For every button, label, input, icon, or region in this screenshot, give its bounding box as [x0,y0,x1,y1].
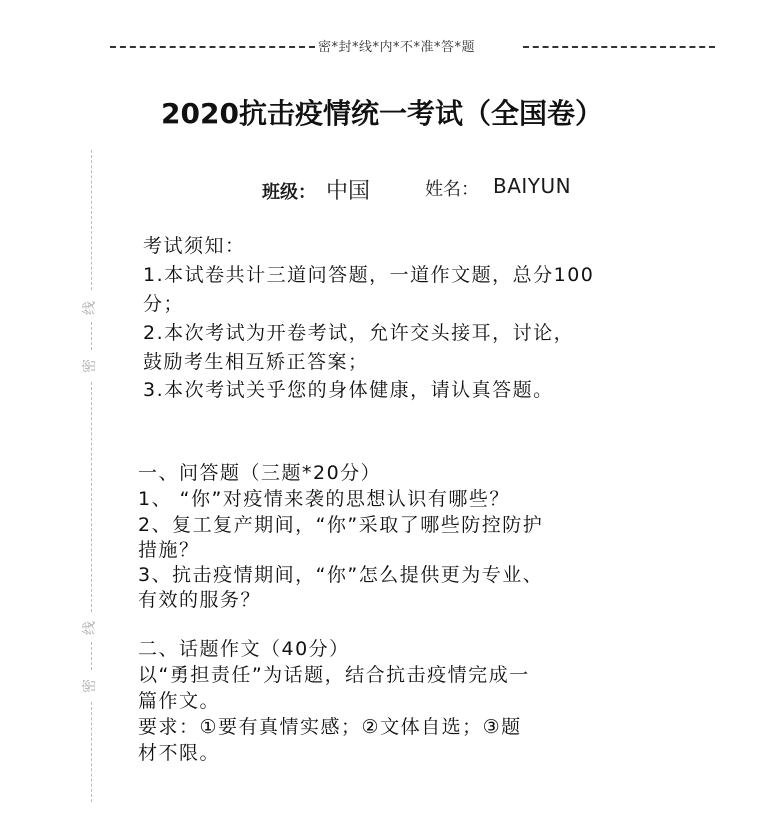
side-seal-char: 线 [82,301,98,315]
essay-line: 要求：①要有真情实感；②文体自选；③题 [138,716,522,738]
side-seal-dash [91,702,92,802]
side-seal-char: 密 [82,359,98,373]
question-line: 1、 “你”对疫情来袭的思想认识有哪些？ [138,488,510,510]
notice-heading: 考试须知： [143,235,246,257]
question-line: 措施？ [138,539,200,561]
question-line: 3、抗击疫情期间，“你”怎么提供更为专业、 [138,564,544,586]
essay-line: 材不限。 [138,742,221,764]
name-label: 姓名： [425,179,479,200]
essay-line: 以“勇担责任”为话题，结合抗击疫情完成一 [138,664,530,686]
section2-heading: 二、话题作文（40分） [138,638,350,660]
notice-line: 3.本次考试关乎您的身体健康，请认真答题。 [143,379,554,401]
class-label: 班级： [262,182,316,203]
notice-line: 2.本次考试为开卷考试，允许交头接耳，讨论， [143,322,575,344]
section1-heading: 一、问答题（三题*20分） [138,462,382,484]
notice-line: 1.本试卷共计三道问答题，一道作文题，总分100 [143,264,595,286]
seal-dash-left [110,46,315,48]
exam-title: 2020抗击疫情统一考试（全国卷） [161,97,603,130]
seal-text: 密*封*线*内*不*准*答*题 [318,40,476,55]
side-seal-char: 线 [82,621,98,635]
name-value: BAIYUN [493,174,572,198]
essay-line: 篇作文。 [138,690,221,712]
question-line: 2、复工复产期间，“你”采取了哪些防控防护 [138,514,544,536]
seal-dash-right [523,46,715,48]
question-line: 有效的服务？ [138,589,262,611]
side-seal-dash [91,322,92,350]
side-seal-char: 密 [82,679,98,693]
side-seal-dash [91,382,92,612]
notice-line: 鼓励考生相互矫正答案； [143,351,369,373]
side-seal-dash [91,642,92,670]
notice-line: 分； [143,293,185,315]
side-seal-dash [91,150,92,290]
class-value: 中国 [326,179,371,204]
seal-line-top [0,36,764,58]
